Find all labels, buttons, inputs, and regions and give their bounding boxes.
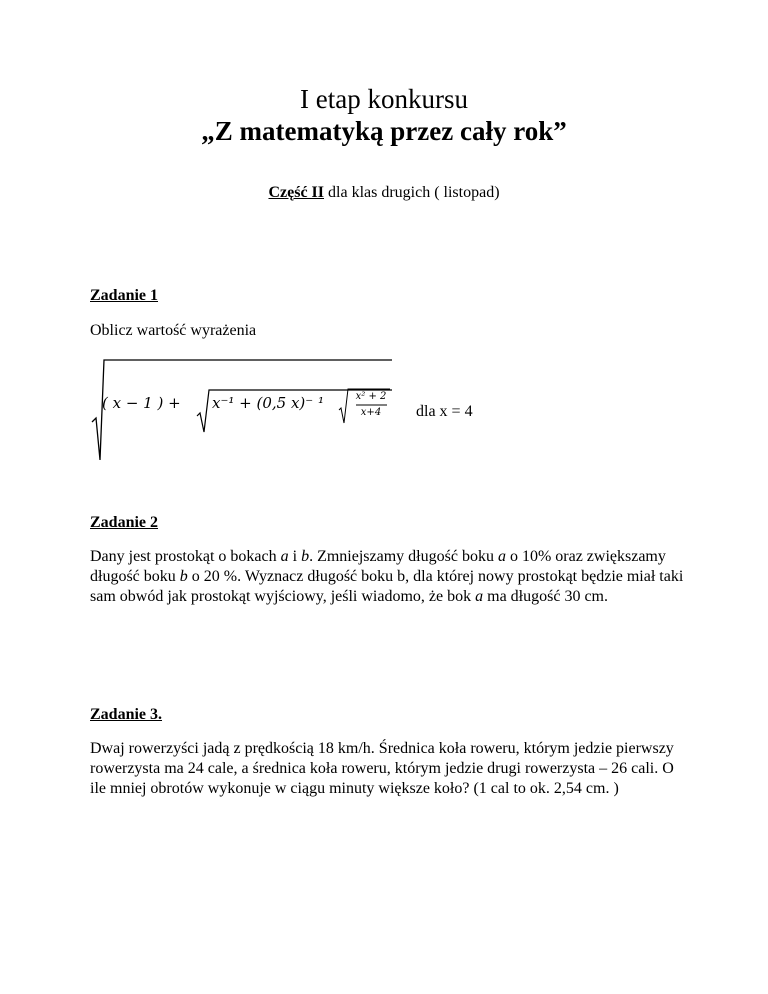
task-3-text: Dwaj rowerzyści jadą z prędkością 18 km/h. Średnica koła roweru, którym jedzie pierwszy rowerzysta ma 24 cale, a średnica koła roweru, którym jedzie drugi rowerzysta – 26 cali. O ile mniej obrotów wykonuje w ciągu minuty większe koło? (1 cal to ok. 2,54 cm. )	[90, 740, 674, 797]
var-a: a	[280, 548, 289, 565]
task-2-text-part: i	[288, 548, 302, 565]
part-description: dla klas drugich ( listopad)	[324, 184, 500, 201]
task-1-heading: Zadanie 1	[90, 287, 159, 304]
task-2-text-part: o 10% oraz zwiększamy długość boku	[90, 548, 666, 585]
task-1-intro: Oblicz wartość wyrażenia	[90, 322, 257, 339]
var-b: b	[301, 548, 310, 565]
task-2-text-part: . Zmniejszamy długość boku	[309, 548, 498, 565]
fraction-numerator: 𝑥² + 2	[355, 391, 387, 402]
task-2-text-part: o 20 %. Wyznacz długość boku b, dla której nowy prostokąt będzie miał taki sam obwód jak prostokąt wyjściowy, jeśli wiadomo, że bok	[90, 568, 684, 605]
var-a: a	[475, 588, 484, 605]
var-a: a	[497, 548, 506, 565]
title-line-2: „Z matematyką przez cały rok”	[201, 116, 567, 146]
var-b: b	[179, 568, 188, 585]
title-line-1: I etap konkursu	[300, 84, 468, 114]
task-2-text-part: Dany jest prostokąt o bokach	[90, 548, 281, 565]
task-2-text-part: ma długość 30 cm.	[483, 588, 608, 605]
task-2-heading: Zadanie 2	[90, 514, 159, 531]
task-2-text	[90, 547, 690, 607]
fraction-denominator: 𝑥+4	[360, 407, 382, 418]
task-3-heading: Zadanie 3.	[90, 706, 163, 723]
task-1-condition: dla x = 4	[416, 403, 473, 420]
part-subtitle	[0, 183, 768, 203]
inner-expression: 𝑥⁻¹ + (0,5 𝑥)⁻ ¹	[212, 394, 324, 412]
outer-expression: ( 𝑥 − 1 ) +	[102, 394, 181, 412]
part-label: Część II	[268, 184, 325, 201]
